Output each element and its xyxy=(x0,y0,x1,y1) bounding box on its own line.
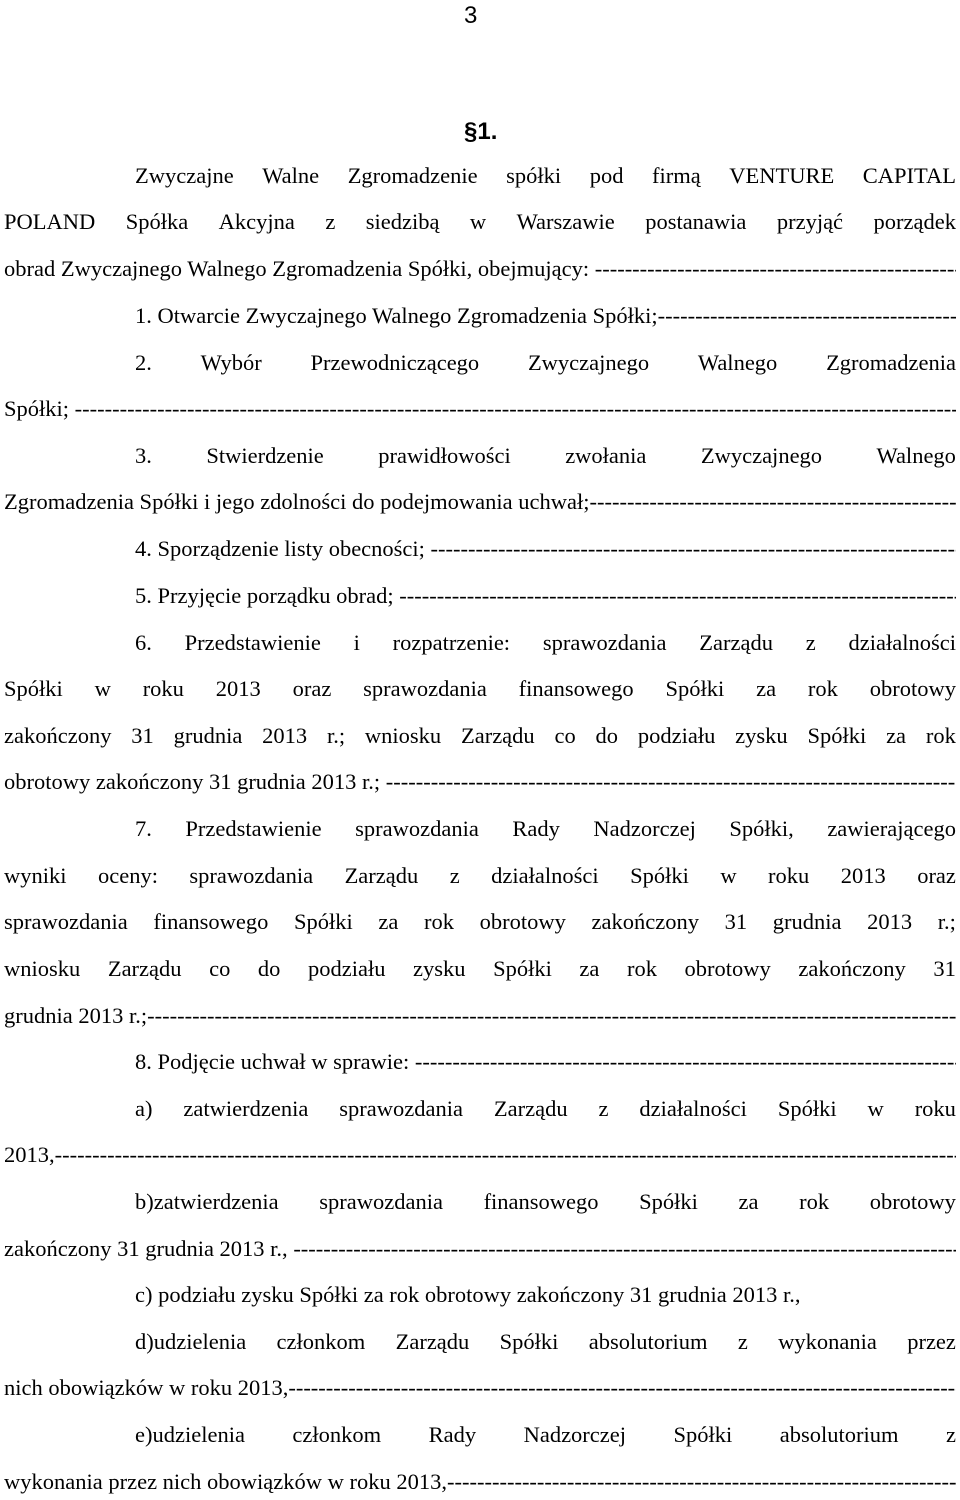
word: z xyxy=(805,630,816,655)
word: d)udzielenia xyxy=(135,1329,247,1354)
word: Przewodniczącego xyxy=(310,350,480,375)
word: co xyxy=(554,723,576,748)
text-line xyxy=(4,1466,956,1498)
word: w xyxy=(94,676,111,701)
word: za xyxy=(579,956,600,981)
word: Spółki xyxy=(630,863,689,888)
text-line xyxy=(4,673,956,705)
word: 2013 xyxy=(215,676,261,701)
dash-filler xyxy=(658,300,956,332)
line-text: 2013,- xyxy=(4,1142,63,1167)
word: Przedstawienie xyxy=(184,630,321,655)
word: zawierającego xyxy=(827,816,956,841)
word: oceny: xyxy=(97,863,158,888)
word: 2013 xyxy=(262,723,308,748)
word: Zarządu xyxy=(460,723,535,748)
word: VENTURE xyxy=(729,163,835,188)
word: firmą xyxy=(651,163,701,188)
word: obrotowy xyxy=(869,676,956,701)
word: Spółki xyxy=(807,723,867,748)
line-text: 8. Podjęcie uchwał w sprawie: xyxy=(135,1049,415,1074)
page-number: 3 xyxy=(464,2,478,29)
line-text: grudnia 2013 r.; xyxy=(4,1003,148,1028)
word: Zwyczajnego xyxy=(527,350,650,375)
word: zatwierdzenia xyxy=(183,1096,309,1121)
word: a) xyxy=(135,1096,153,1121)
text-line xyxy=(135,1419,956,1451)
word: z xyxy=(325,209,336,234)
word: 2013 xyxy=(867,909,913,934)
word: działalności xyxy=(848,630,956,655)
word: Warszawie xyxy=(516,209,615,234)
word: rok xyxy=(424,909,455,934)
word: za xyxy=(756,676,777,701)
dash-filler xyxy=(415,1046,956,1078)
word: grudnia xyxy=(173,723,243,748)
word: rozpatrzenie: xyxy=(392,630,511,655)
text-line xyxy=(4,906,956,938)
word: Nadzorczej xyxy=(593,816,696,841)
word: z xyxy=(737,1329,748,1354)
word: Akcyjna xyxy=(218,209,295,234)
word: i xyxy=(353,630,360,655)
word: członkom xyxy=(292,1422,382,1447)
word: przyjąć xyxy=(776,209,844,234)
text-line xyxy=(4,720,956,752)
text-line xyxy=(135,440,956,472)
word: Zarządu xyxy=(395,1329,470,1354)
word: Spółki xyxy=(639,1189,698,1214)
word: z xyxy=(598,1096,609,1121)
word: Spółki, xyxy=(729,816,794,841)
word: w xyxy=(867,1096,884,1121)
word: zysku xyxy=(413,956,466,981)
word: co xyxy=(209,956,231,981)
word: Zarządu xyxy=(107,956,182,981)
word: Walnego xyxy=(697,350,778,375)
line-text: nich obowiązków w roku 2013, xyxy=(4,1375,289,1400)
word: rok xyxy=(925,723,956,748)
word: 6. xyxy=(135,630,152,655)
word: do xyxy=(595,723,619,748)
dash-filler xyxy=(399,580,956,612)
word: porządek xyxy=(873,209,956,234)
word: roku xyxy=(914,1096,956,1121)
text-line xyxy=(4,766,956,798)
text-line xyxy=(135,533,956,565)
word: w xyxy=(720,863,737,888)
word: wniosku xyxy=(4,956,81,981)
text-line xyxy=(135,1279,956,1311)
word: siedzibą xyxy=(365,209,440,234)
section-heading: §1. xyxy=(464,118,498,145)
word: 7. xyxy=(135,816,152,841)
word: Spółka xyxy=(125,209,189,234)
word: obrotowy xyxy=(479,909,566,934)
word: sprawozdania xyxy=(189,863,314,888)
text-line xyxy=(4,393,956,425)
word: przez xyxy=(907,1329,956,1354)
text-line xyxy=(135,1326,956,1358)
dash-filler xyxy=(147,1000,956,1032)
word: podziału xyxy=(637,723,716,748)
word: pod xyxy=(589,163,624,188)
line-text: obrotowy zakończony 31 grudnia 2013 r.; xyxy=(4,769,386,794)
text-line xyxy=(135,300,956,332)
text-line xyxy=(4,1000,956,1032)
word: zwołania xyxy=(565,443,647,468)
word: Zwyczajne xyxy=(135,163,234,188)
line-text: 5. Przyjęcie porządku obrad; xyxy=(135,583,400,608)
word: zakończony xyxy=(4,723,112,748)
word: wykonania xyxy=(778,1329,877,1354)
word: 2. xyxy=(135,350,152,375)
dash-filler xyxy=(589,486,956,518)
word: w xyxy=(469,209,487,234)
word: Stwierdzenie xyxy=(206,443,324,468)
dash-filler xyxy=(447,1466,956,1498)
dash-filler xyxy=(386,766,956,798)
word: absolutorium xyxy=(779,1422,899,1447)
text-line xyxy=(4,860,956,892)
word: oraz xyxy=(292,676,332,701)
word: zysku xyxy=(735,723,788,748)
line-text: c) podziału zysku Spółki za rok obrotowy zakończony 31 grudnia 2013 r., xyxy=(135,1282,801,1307)
word: 31 xyxy=(131,723,154,748)
word: Spółki xyxy=(665,676,725,701)
word: finansowego xyxy=(483,1189,599,1214)
word: Nadzorczej xyxy=(523,1422,627,1447)
dash-filler xyxy=(62,1139,956,1171)
word: członkom xyxy=(276,1329,366,1354)
word: roku xyxy=(768,863,810,888)
text-line xyxy=(4,253,956,285)
line-text: Zgromadzenia Spółki i jego zdolności do podejmowania uchwał; xyxy=(4,489,590,514)
text-line xyxy=(135,1046,956,1078)
word: Spółki xyxy=(493,956,552,981)
line-text: 4. Sporządzenie listy obecności; xyxy=(135,536,431,561)
word: za xyxy=(378,909,399,934)
word: e)udzielenia xyxy=(135,1422,245,1447)
line-text: Spółki; xyxy=(4,396,75,421)
text-line xyxy=(135,160,956,192)
word: absolutorium xyxy=(588,1329,708,1354)
word: z xyxy=(449,863,460,888)
word: finansowego xyxy=(518,676,634,701)
word: sprawozdania xyxy=(339,1096,463,1121)
word: Walnego xyxy=(876,443,956,468)
word: rok xyxy=(807,676,838,701)
dash-filler xyxy=(595,253,956,285)
word: grudnia xyxy=(772,909,842,934)
line-text: zakończony 31 grudnia 2013 r., xyxy=(4,1236,294,1261)
word: finansowego xyxy=(153,909,269,934)
word: 2013 xyxy=(840,863,886,888)
dash-filler xyxy=(293,1233,956,1265)
text-line xyxy=(135,1093,956,1125)
word: Zarządu xyxy=(344,863,419,888)
word: Spółki xyxy=(293,909,353,934)
word: 31 xyxy=(724,909,748,934)
text-line xyxy=(4,486,956,518)
word: CAPITAL xyxy=(862,163,956,188)
word: działalności xyxy=(639,1096,747,1121)
word: r.; xyxy=(326,723,346,748)
word: 31 xyxy=(933,956,956,981)
line-text: wykonania przez nich obowiązków w roku 2013, xyxy=(4,1469,448,1494)
text-line xyxy=(4,206,956,238)
word: 3. xyxy=(135,443,152,468)
word: Spółki xyxy=(499,1329,559,1354)
word: Zarządu xyxy=(493,1096,568,1121)
word: sprawozdania xyxy=(4,909,128,934)
dash-filler xyxy=(75,393,956,425)
text-line xyxy=(135,1186,956,1218)
word: wniosku xyxy=(364,723,442,748)
word: Zarządu xyxy=(699,630,773,655)
dash-filler xyxy=(431,533,956,565)
word: zakończony xyxy=(591,909,699,934)
line-text: obrad Zwyczajnego Walnego Zgromadzenia Spółki, obejmujący: xyxy=(4,256,595,281)
word: zakończony xyxy=(798,956,906,981)
line-text: 1. Otwarcie Zwyczajnego Walnego Zgromadzenia Spółki; xyxy=(135,303,658,328)
text-line xyxy=(135,347,956,379)
word: obrotowy xyxy=(684,956,771,981)
word: Zgromadzenie xyxy=(347,163,478,188)
word: rok xyxy=(626,956,657,981)
word: POLAND xyxy=(4,209,96,234)
word: roku xyxy=(142,676,184,701)
text-line xyxy=(4,1233,956,1265)
word: za xyxy=(886,723,907,748)
word: oraz xyxy=(917,863,956,888)
word: Rady xyxy=(428,1422,477,1447)
word: Wybór xyxy=(200,350,262,375)
word: sprawozdania xyxy=(355,816,479,841)
text-line xyxy=(4,1372,956,1404)
text-line xyxy=(135,813,956,845)
word: postanawia xyxy=(645,209,747,234)
word: b)zatwierdzenia xyxy=(135,1189,279,1214)
dash-filler xyxy=(288,1372,956,1404)
word: wyniki xyxy=(4,863,67,888)
word: Rady xyxy=(512,816,560,841)
word: rok xyxy=(799,1189,830,1214)
word: podziału xyxy=(307,956,386,981)
word: spółki xyxy=(506,163,562,188)
text-line xyxy=(135,580,956,612)
word: sprawozdania xyxy=(363,676,487,701)
word: obrotowy xyxy=(869,1189,956,1214)
word: r.; xyxy=(937,909,956,934)
word: prawidłowości xyxy=(378,443,511,468)
word: Spółki xyxy=(4,676,63,701)
word: sprawozdania xyxy=(319,1189,443,1214)
word: Spółki xyxy=(673,1422,733,1447)
word: Przedstawienie xyxy=(185,816,322,841)
text-line xyxy=(4,953,956,985)
word: za xyxy=(738,1189,759,1214)
word: Zgromadzenia xyxy=(826,350,956,375)
word: sprawozdania xyxy=(542,630,667,655)
word: Zwyczajnego xyxy=(700,443,823,468)
word: działalności xyxy=(491,863,599,888)
word: z xyxy=(945,1422,956,1447)
word: Spółki xyxy=(777,1096,837,1121)
word: do xyxy=(257,956,281,981)
word: Walne xyxy=(262,163,320,188)
text-line xyxy=(4,1139,956,1171)
text-line xyxy=(135,627,956,659)
